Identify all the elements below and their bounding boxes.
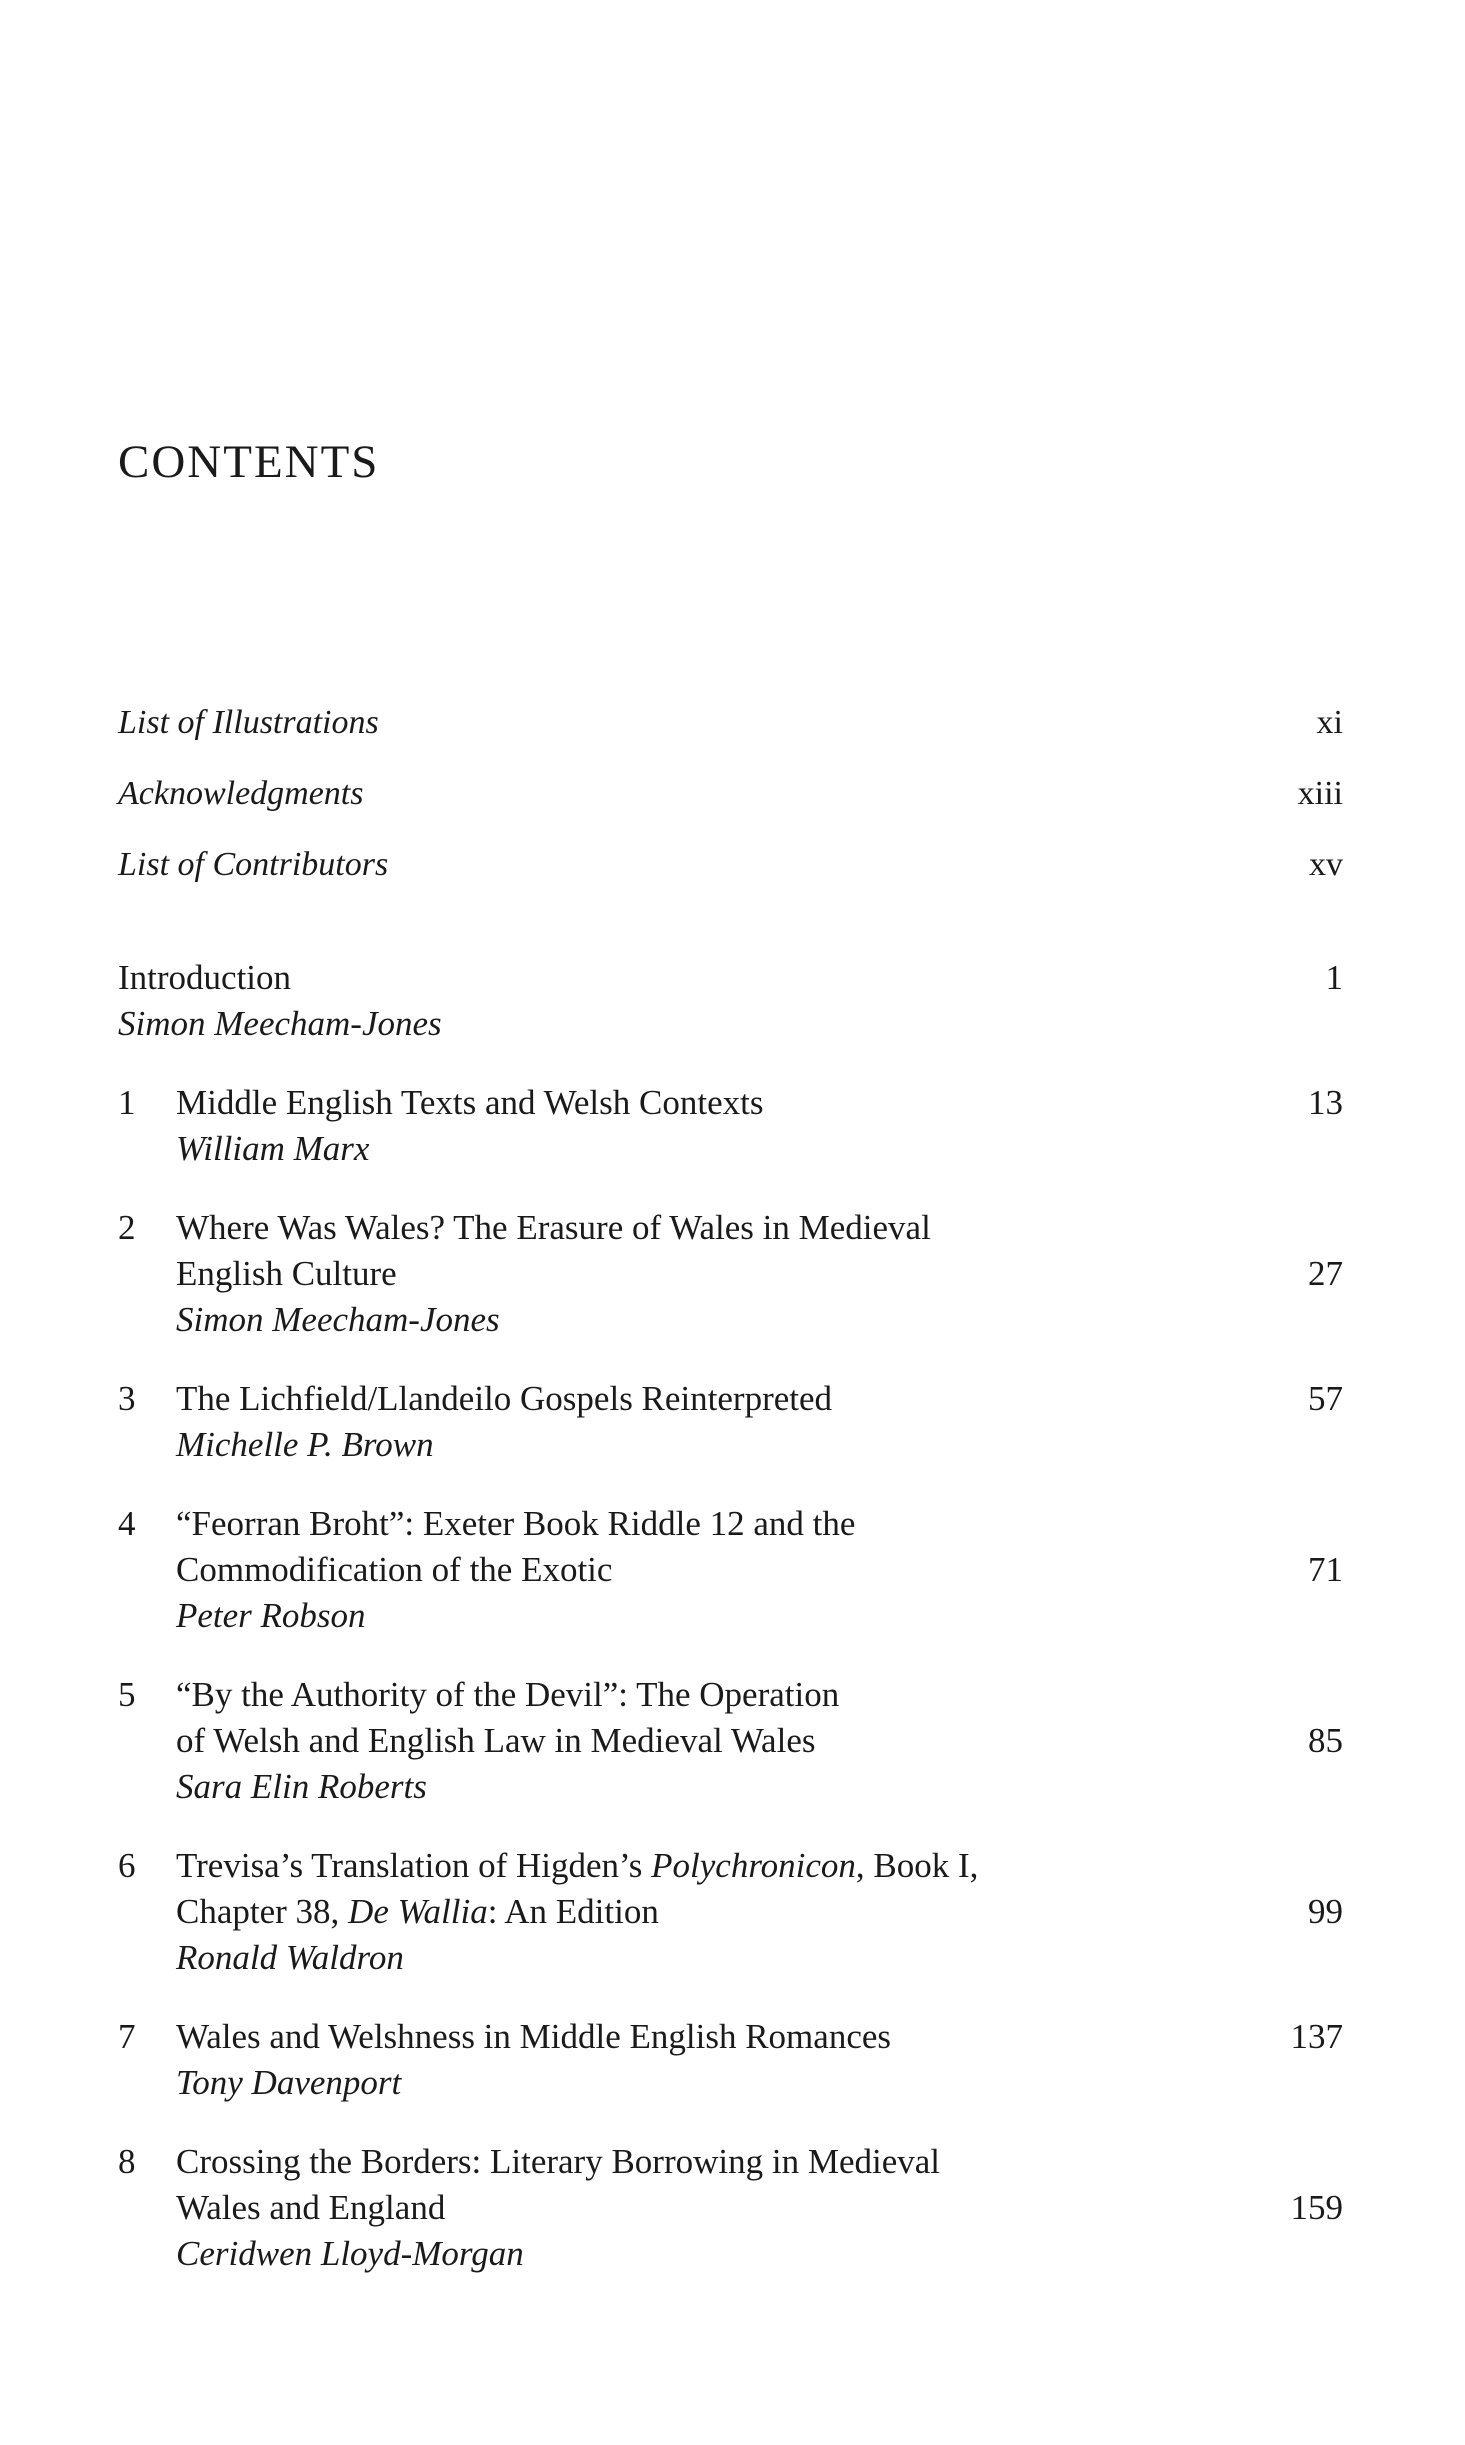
contents-page: [118, 0, 1343, 2445]
toc-entry-chapter-2[interactable]: [118, 1205, 1343, 1343]
chapter-title: “By the Authority of the Devil”: The Operation: [176, 1675, 840, 1714]
front-matter-list: [118, 700, 1343, 913]
chapter-title: Introduction: [118, 958, 292, 997]
title-line: [176, 2014, 1343, 2060]
chapter-number: 4: [118, 1504, 136, 1543]
page-number: 27: [1308, 1254, 1343, 1293]
chapter-author: Sara Elin Roberts: [176, 1767, 427, 1806]
chapter-title-continued: of Welsh and English Law in Medieval Wales: [176, 1721, 816, 1760]
chapter-title: Wales and Welshness in Middle English Romances: [176, 2017, 892, 2056]
page-number: 71: [1308, 1550, 1343, 1589]
chapter-author: Tony Davenport: [176, 2063, 402, 2102]
toc-entry-chapter-3[interactable]: [118, 1376, 1343, 1468]
entry-body: [176, 1672, 1343, 1810]
chapter-number: 2: [118, 1208, 136, 1247]
title-line: [176, 2185, 1343, 2231]
title-italic-text: Polychronicon: [651, 1846, 856, 1885]
entry-body: [176, 1843, 1343, 1981]
entry-body: [118, 955, 1343, 1047]
page-number: 159: [1290, 2188, 1343, 2227]
toc-entry-chapter-5[interactable]: [118, 1672, 1343, 1810]
page-number: 85: [1308, 1721, 1343, 1760]
chapter-title-continued: [176, 1889, 659, 1935]
chapter-author: Ronald Waldron: [176, 1938, 404, 1977]
chapter-author: Simon Meecham-Jones: [176, 1300, 500, 1339]
page-number: 13: [1308, 1083, 1343, 1122]
title-line: [176, 1376, 1343, 1422]
chapter-list: [118, 955, 1343, 2310]
title-text: Trevisa’s Translation of Higden’s: [176, 1846, 652, 1885]
entry-body: [176, 2139, 1343, 2277]
chapter-author: Ceridwen Lloyd-Morgan: [176, 2234, 524, 2273]
title-text: , Book I,: [855, 1846, 979, 1885]
page-number: xi: [1316, 704, 1343, 741]
page-number: xv: [1309, 846, 1343, 883]
chapter-author: Michelle P. Brown: [176, 1425, 434, 1464]
chapter-title-continued: Commodification of the Exotic: [176, 1550, 613, 1589]
toc-entry-chapter-1[interactable]: [118, 1080, 1343, 1172]
chapter-title: Crossing the Borders: Literary Borrowing in Medieval: [176, 2142, 941, 2181]
title-italic-text: De Wallia: [348, 1892, 488, 1931]
toc-entry-chapter-7[interactable]: [118, 2014, 1343, 2106]
chapter-title-continued: English Culture: [176, 1254, 397, 1293]
chapter-author: Simon Meecham-Jones: [118, 1004, 442, 1043]
chapter-title: “Feorran Broht”: Exeter Book Riddle 12 and the: [176, 1504, 856, 1543]
page-number: xiii: [1297, 775, 1343, 812]
front-matter-title: Acknowledgments: [118, 775, 364, 812]
toc-entry-chapter-6[interactable]: [118, 1843, 1343, 1981]
chapter-number: 1: [118, 1083, 136, 1122]
title-line: [176, 1080, 1343, 1126]
page-number: 99: [1308, 1892, 1343, 1931]
chapter-number: 8: [118, 2142, 136, 2181]
page-number: 57: [1308, 1379, 1343, 1418]
chapter-author: William Marx: [176, 1129, 370, 1168]
toc-entry-introduction[interactable]: [118, 955, 1343, 1047]
front-matter-item[interactable]: [118, 700, 1343, 771]
title-line: [118, 955, 1343, 1001]
chapter-author: Peter Robson: [176, 1596, 366, 1635]
page-title: CONTENTS: [118, 436, 380, 488]
chapter-number: 5: [118, 1675, 136, 1714]
toc-entry-chapter-4[interactable]: [118, 1501, 1343, 1639]
chapter-title: [176, 1843, 1343, 1889]
front-matter-item[interactable]: [118, 842, 1343, 913]
title-line: [176, 1718, 1343, 1764]
title-line: [176, 1251, 1343, 1297]
front-matter-title: List of Illustrations: [118, 704, 379, 741]
title-text: : An Edition: [487, 1892, 659, 1931]
entry-body: [176, 2014, 1343, 2106]
chapter-number: 3: [118, 1379, 136, 1418]
entry-body: [176, 1080, 1343, 1172]
chapter-title-continued: Wales and England: [176, 2188, 446, 2227]
chapter-title: Middle English Texts and Welsh Contexts: [176, 1083, 764, 1122]
chapter-title: Where Was Wales? The Erasure of Wales in Medieval: [176, 1208, 931, 1247]
toc-entry-chapter-8[interactable]: [118, 2139, 1343, 2277]
page-number: 1: [1325, 958, 1343, 997]
chapter-title: The Lichfield/Llandeilo Gospels Reinterpreted: [176, 1379, 833, 1418]
page-number: 137: [1290, 2017, 1343, 2056]
chapter-number: 6: [118, 1846, 136, 1885]
chapter-number: 7: [118, 2017, 136, 2056]
title-text: Chapter 38,: [176, 1892, 349, 1931]
front-matter-item[interactable]: [118, 771, 1343, 842]
entry-body: [176, 1376, 1343, 1468]
front-matter-title: List of Contributors: [118, 846, 389, 883]
title-line: [176, 1547, 1343, 1593]
entry-body: [176, 1501, 1343, 1639]
title-line: [176, 1889, 1343, 1935]
entry-body: [176, 1205, 1343, 1343]
